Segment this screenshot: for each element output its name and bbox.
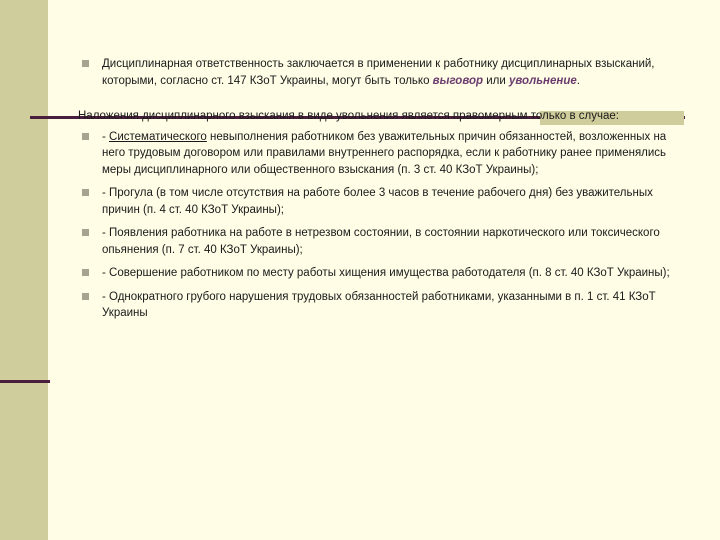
list-item bbox=[82, 289, 672, 322]
item-underlined-term: Систематического bbox=[109, 130, 207, 143]
term-dismissal: увольнение bbox=[508, 74, 577, 87]
list-item bbox=[82, 225, 672, 258]
side-band bbox=[0, 0, 48, 540]
bullet-square-icon bbox=[82, 133, 89, 140]
intro-connector: или bbox=[483, 74, 509, 87]
item-text: - Однократного грубого нарушения трудовых обязанностей работниками, указанными в п. 1 ст. 41 КЗоТ Украины bbox=[102, 290, 656, 319]
bullet-square-icon bbox=[82, 60, 89, 67]
item-text: невыполнения работником без уважительных причин обязанностей, возложенных на него трудовым договором или правилами внутреннего распорядка, если к работнику ранее применялись меры дисциплинарного или общественного взыскания (п. 3 ст. 40 КЗоТ Украины); bbox=[102, 130, 667, 176]
item-prefix: - bbox=[102, 130, 110, 143]
bullet-square-icon bbox=[82, 269, 89, 276]
list-item bbox=[82, 129, 672, 179]
item-text: - Появления работника на работе в нетрезвом состоянии, в состоянии наркотического или токсического опьянения (п. 7 ст. 40 КЗоТ Украины); bbox=[102, 227, 660, 256]
side-accent-line bbox=[0, 380, 50, 383]
bullet-square-icon bbox=[82, 229, 89, 236]
term-reprimand: выговор bbox=[432, 74, 484, 87]
intro-paragraph bbox=[82, 56, 672, 89]
slide-content bbox=[78, 56, 672, 329]
item-text: - Совершение работником по месту работы хищения имущества работодателя (п. 8 ст. 40 КЗоТ Украины); bbox=[102, 267, 670, 279]
intro-text: Дисциплинарная ответственность заключается в применении к работнику дисциплинарных взысканий, которыми, согласно ст. 147 КЗоТ Украины, могут быть только bbox=[102, 58, 655, 87]
bullet-square-icon bbox=[82, 189, 89, 196]
item-text: - Прогула (в том числе отсутствия на работе более 3 часов в течение рабочего дня) без уважительных причин (п. 4 ст. 40 КЗоТ Украины); bbox=[102, 187, 653, 216]
bullet-square-icon bbox=[82, 293, 89, 300]
intro-end: . bbox=[576, 74, 580, 87]
list-item bbox=[82, 265, 672, 282]
section-heading: Наложения дисциплинарного взыскания в виде увольнения является правомерным только в случае: bbox=[78, 110, 619, 122]
list-item bbox=[82, 185, 672, 218]
